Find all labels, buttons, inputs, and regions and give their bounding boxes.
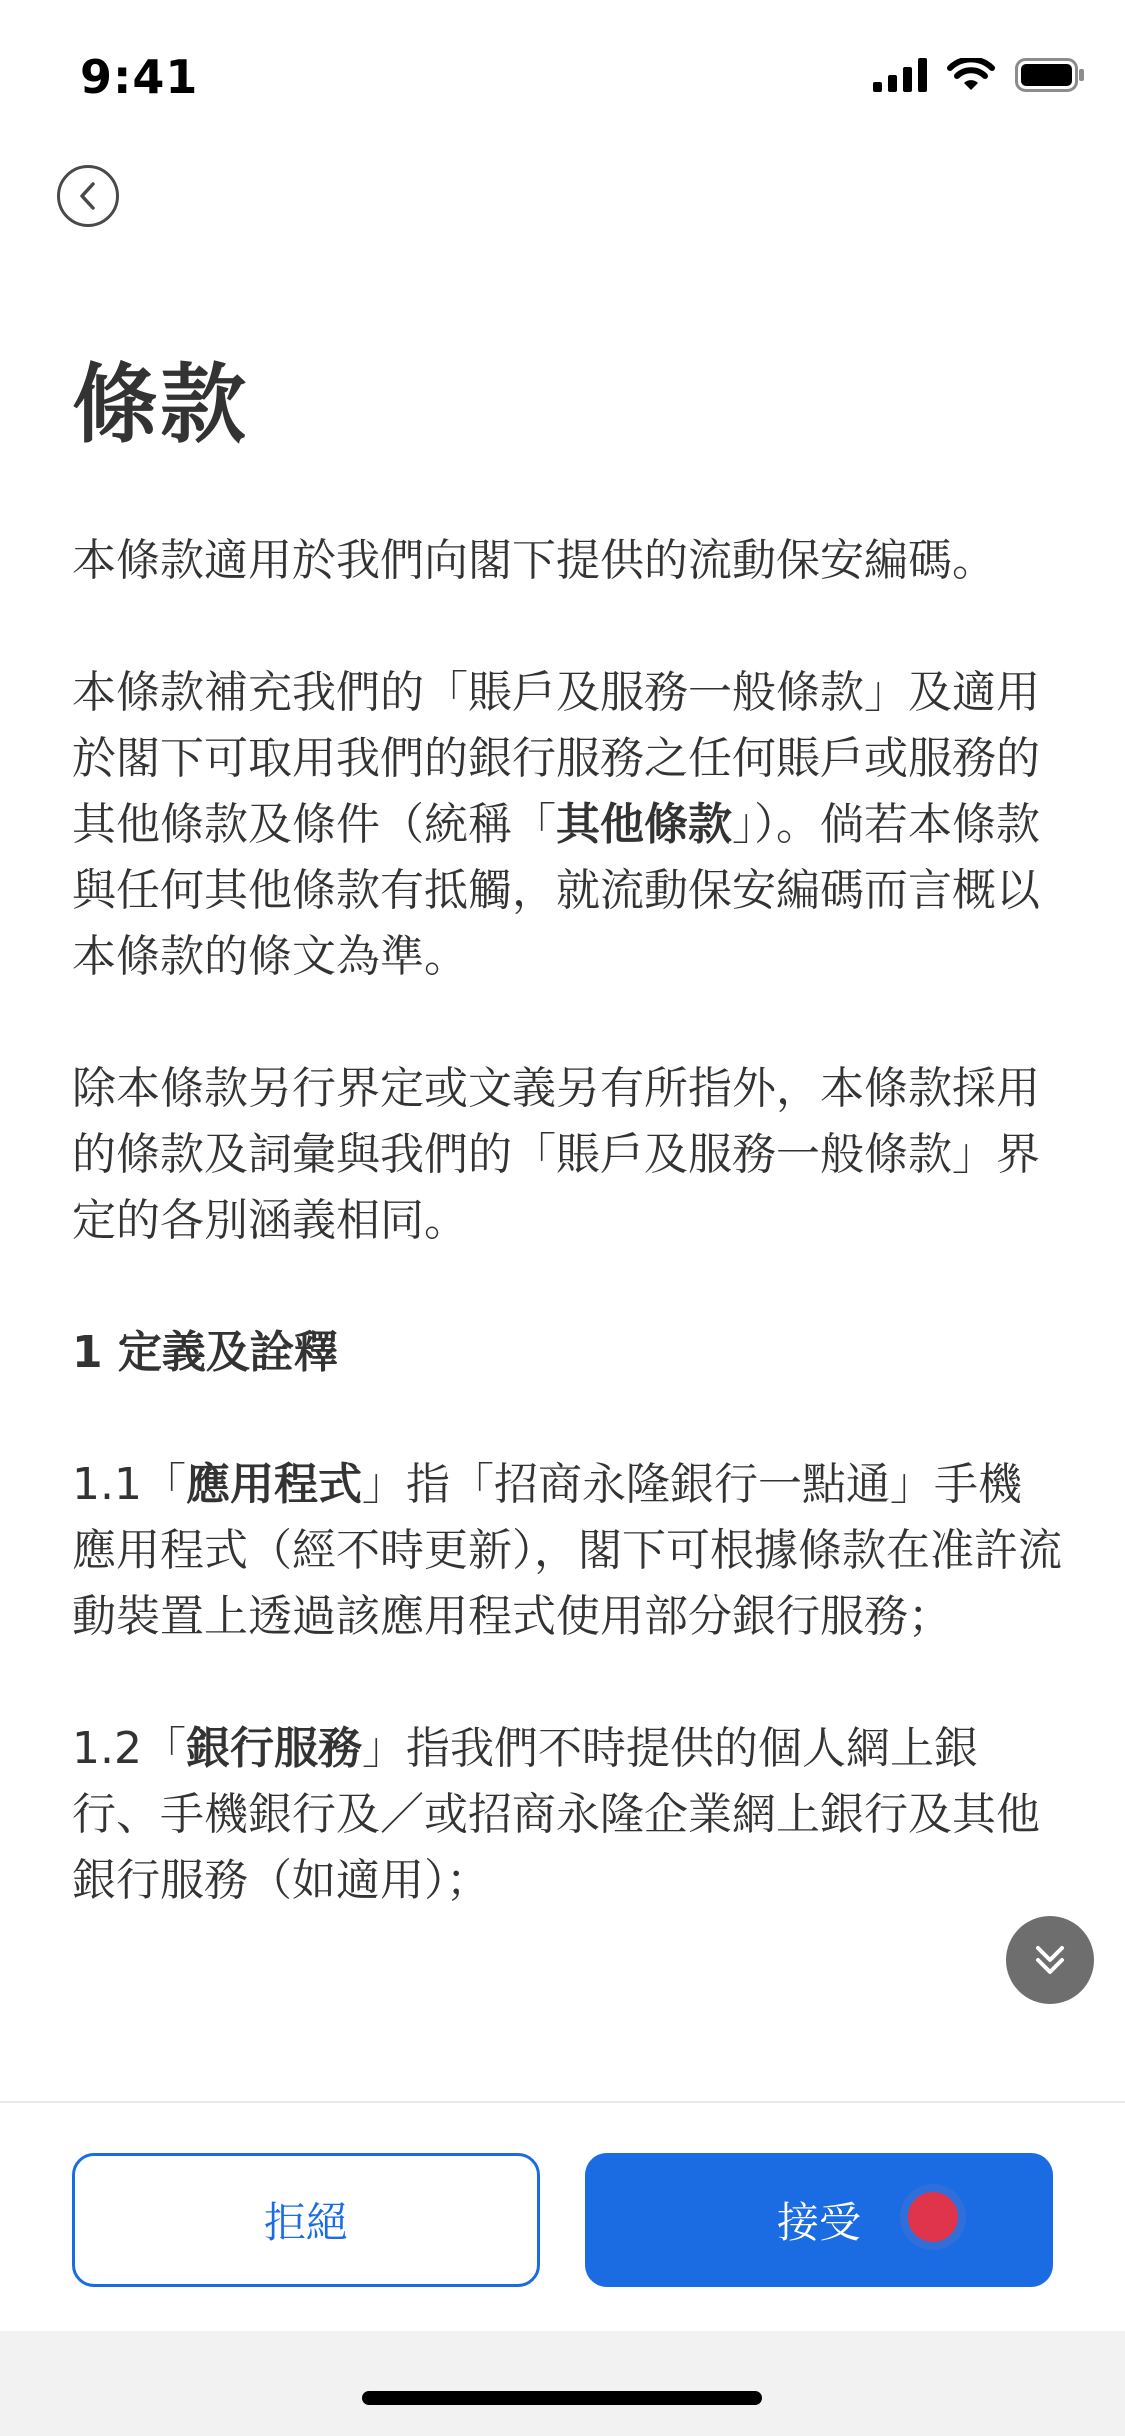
status-time: 9:41 xyxy=(80,50,199,104)
page-title: 條款 xyxy=(72,355,248,455)
terms-content xyxy=(72,528,1062,1980)
status-icons xyxy=(873,58,1085,92)
terms-paragraph-3: 除本條款另行界定或文義另有所指外，本條款採用的條款及詞彙與我們的「賬戶及服務一般條款」界定的各別涵義相同。 xyxy=(72,1063,1040,1246)
section-heading: 1 定義及詮釋 xyxy=(72,1327,338,1378)
defined-term-other-terms: 其他條款 xyxy=(556,799,732,850)
double-chevron-down-icon xyxy=(1030,1940,1070,1980)
terms-paragraph-1: 本條款適用於我們向閣下提供的流動保安編碼。 xyxy=(72,535,996,586)
definition-1-1: 1.1「應用程式」指「招商永隆銀行一點通」手機應用程式（經不時更新），閣下可根據條款在准許流動裝置上透過該應用程式使用部分銀行服務； xyxy=(72,1459,1062,1642)
defined-term-banking-services: 銀行服務 xyxy=(185,1723,362,1774)
chevron-left-icon xyxy=(77,181,99,211)
reject-button[interactable]: 拒絕 xyxy=(72,2153,540,2287)
home-indicator[interactable] xyxy=(362,2391,762,2405)
status-bar xyxy=(0,0,1125,150)
definition-1-2: 1.2「銀行服務」指我們不時提供的個人網上銀行、手機銀行及／或招商永隆企業網上銀行及其他銀行服務（如適用）； xyxy=(72,1723,1040,1906)
battery-icon xyxy=(1015,58,1085,92)
home-area xyxy=(0,2331,1125,2436)
signal-icon xyxy=(873,58,927,92)
scroll-down-button[interactable] xyxy=(1006,1916,1094,2004)
defined-term-app: 應用程式 xyxy=(185,1459,362,1510)
back-button[interactable] xyxy=(57,165,119,227)
terms-paragraph-2: 本條款補充我們的「賬戶及服務一般條款」及適用於閣下可取用我們的銀行服務之任何賬戶或服務的其他條款及條件（統稱「其他條款」）。倘若本條款與任何其他條款有抵觸，就流動保安編碼而言概以本條款的條文為準。 xyxy=(72,667,1040,982)
wifi-icon xyxy=(947,58,995,92)
accept-button[interactable]: 接受 xyxy=(585,2153,1053,2287)
touch-indicator xyxy=(908,2192,958,2242)
